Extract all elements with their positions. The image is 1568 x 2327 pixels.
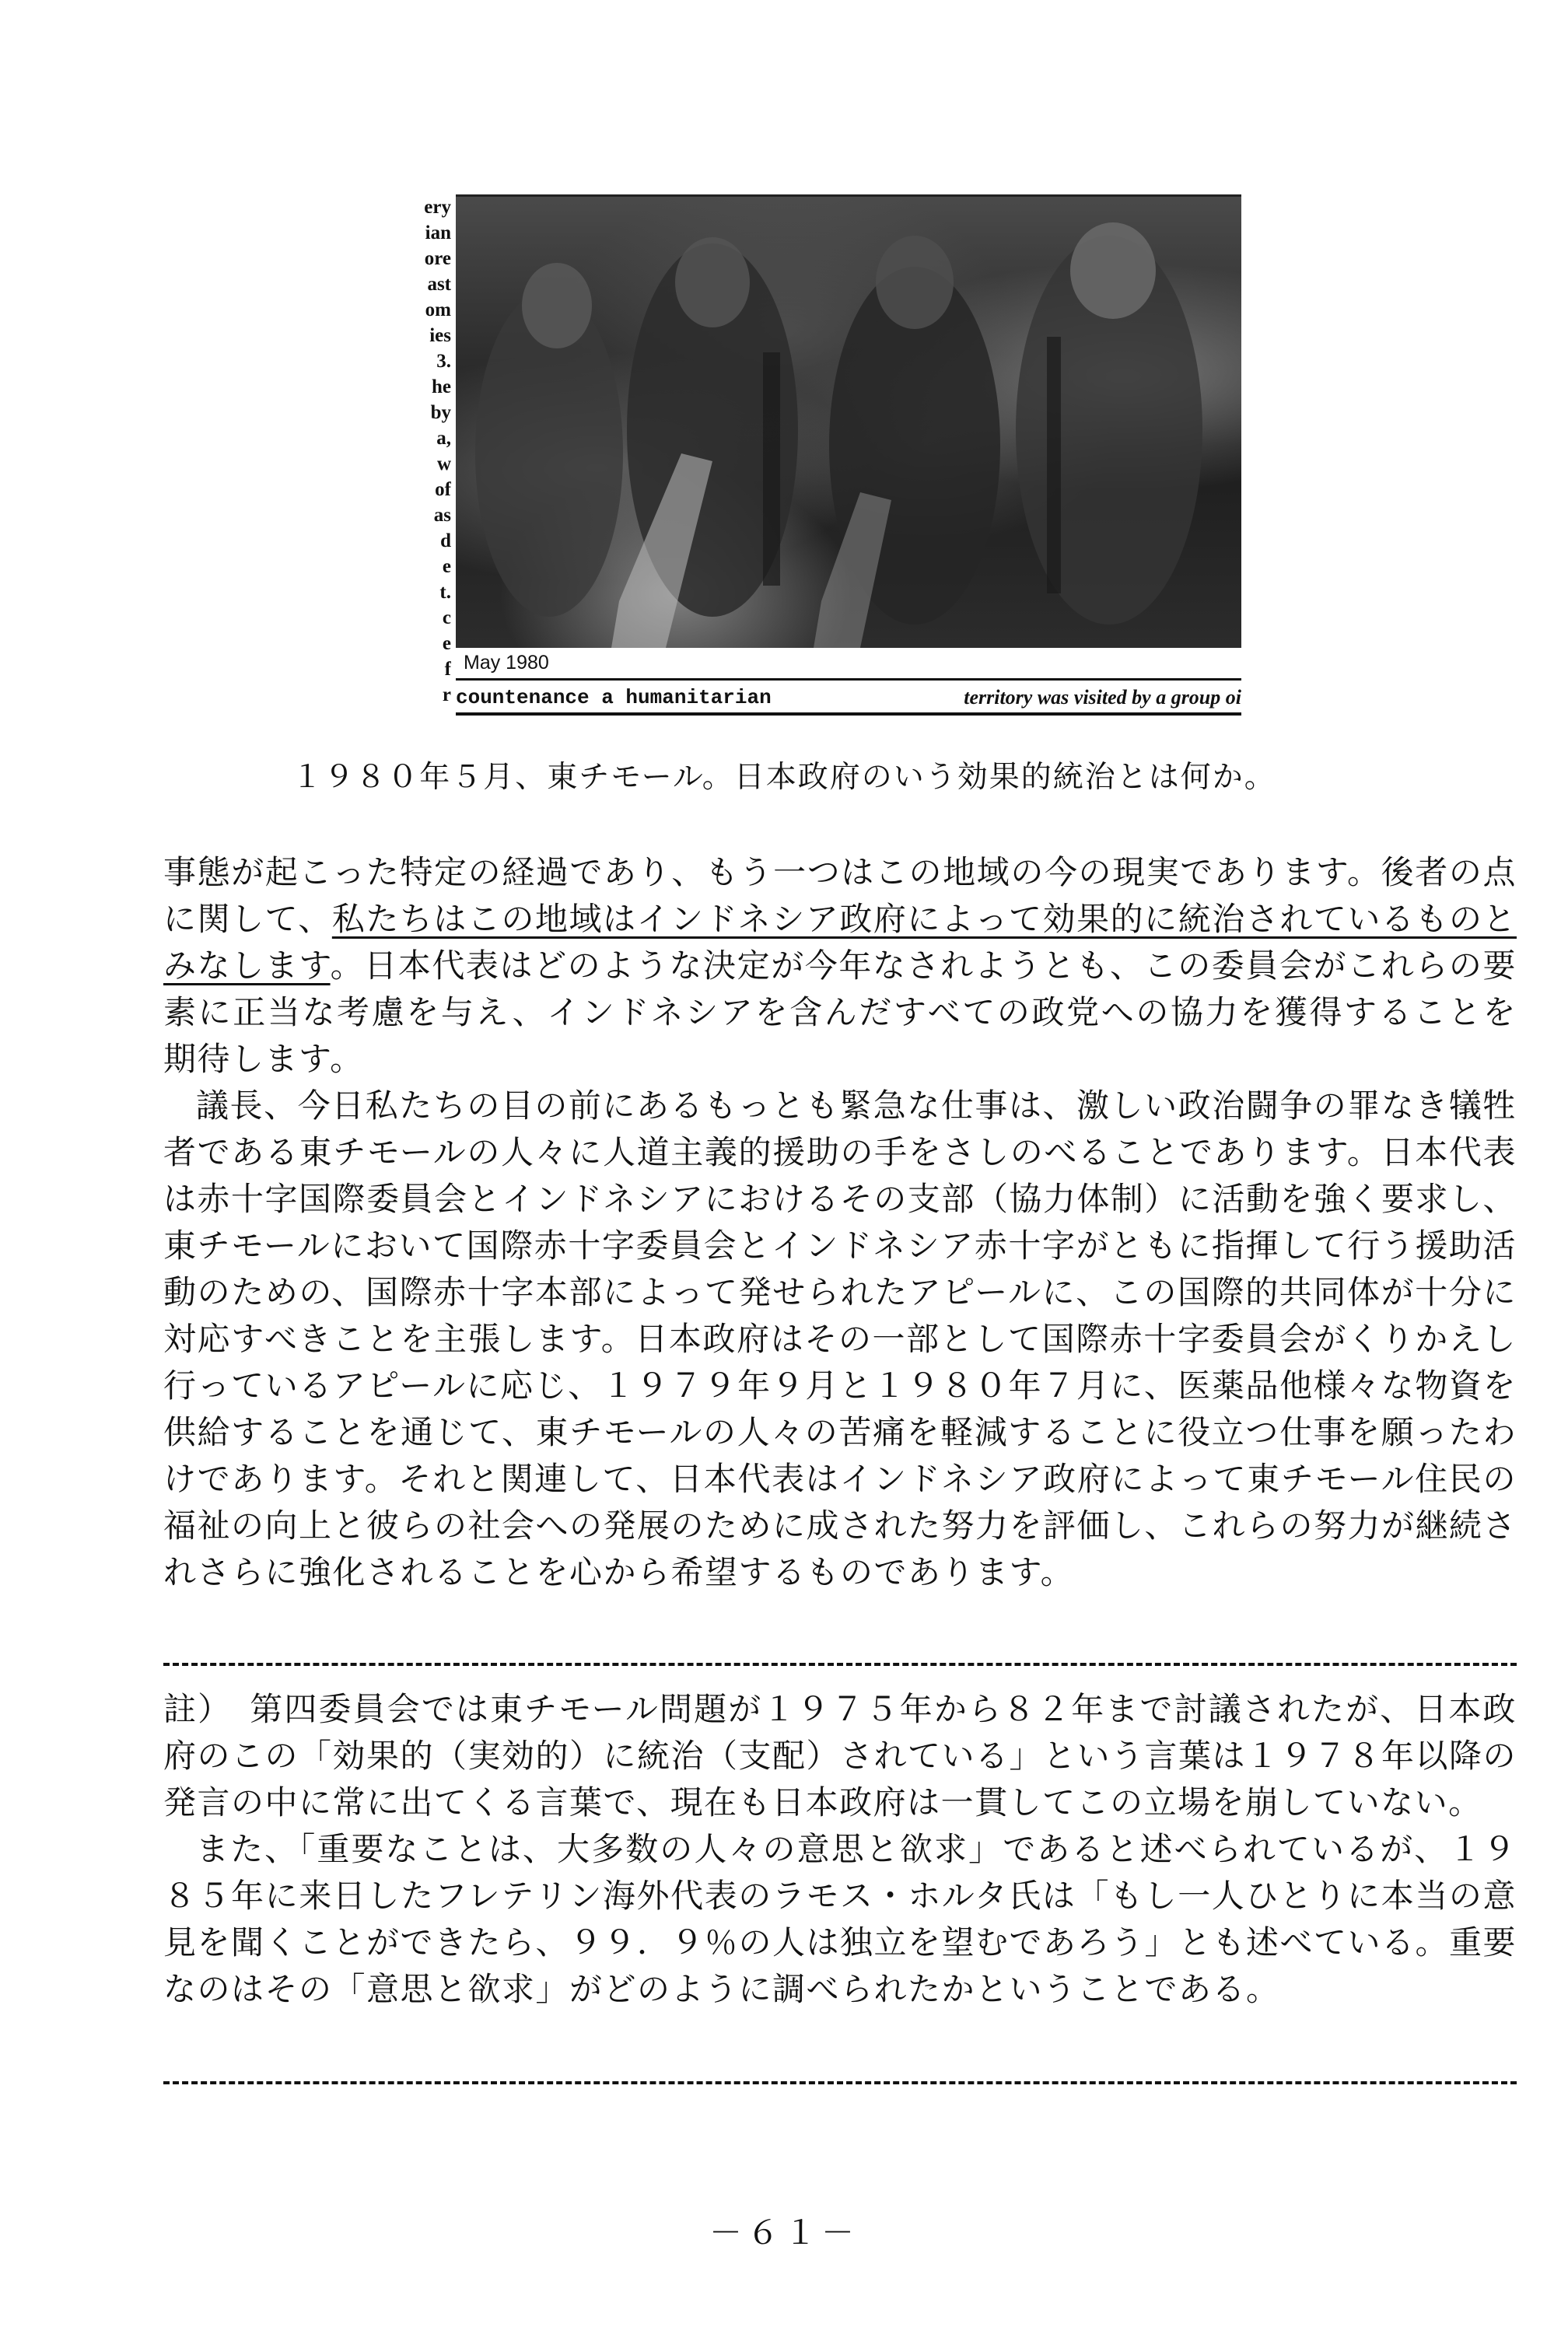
fragment: he bbox=[432, 376, 451, 397]
fragment: w bbox=[436, 453, 451, 474]
notes-section bbox=[163, 1686, 1517, 2013]
paragraph-1-start: 事態が起こった特定の経過であり、もう一つはこの地域の今の現実であります。後者の点に関して、 bbox=[163, 853, 1517, 938]
paragraph-1 bbox=[163, 849, 1517, 1083]
fragment: ery bbox=[424, 197, 451, 218]
clipping-column-fragments bbox=[404, 194, 451, 708]
fragment: d bbox=[440, 530, 451, 551]
dashed-separator-bottom bbox=[163, 2081, 1517, 2084]
clipping-bottom-rule bbox=[456, 712, 1241, 716]
fragment: of bbox=[435, 479, 451, 500]
fragment: ore bbox=[424, 248, 451, 269]
fragment: t. bbox=[439, 582, 451, 603]
clipping-rule bbox=[456, 678, 1241, 681]
clipping-text-strip bbox=[456, 686, 1241, 709]
halftone-photo bbox=[456, 194, 1241, 648]
fragment: by bbox=[430, 402, 451, 423]
clipping-text-right: territory was visited by a group oi bbox=[964, 686, 1241, 709]
fragment: c bbox=[442, 607, 451, 628]
fragment: a, bbox=[436, 428, 451, 449]
photo-date: May 1980 bbox=[460, 652, 552, 674]
paragraph-2: 議長、今日私たちの目の前にあるもっとも緊急な仕事は、激しい政治闘争の罪なき犠牲者である東チモールの人々に人道主義的援助の手をさしのべることであります。日本代表は赤十字国際委員会とインドネシアにおけるその支部（協力体制）に活動を強く要求し、東チモールにおいて国際赤十字委員会とインドネシア赤十字がともに指揮して行う援助活動のための、国際赤十字本部によって発せられたアピールに、この国際的共同体が十分に対応すべきことを主張します。日本政府はその一部として国際赤十字委員会がくりかえし行っているアピールに応じ、１９７９年９月と１９８０年７月に、医薬品他様々な物資を供給することを通じて、東チモールの人々の苦痛を軽減することに役立つ仕事を願ったわけであります。それと関連して、日本代表はインドネシア政府によって東チモール住民の福祉の向上と彼らの社会への発展のために成された努力を評価し、これらの努力が継続されさらに強化されることを心から希望するものであります。 bbox=[163, 1087, 1517, 1591]
fragment: ies bbox=[429, 325, 451, 346]
clipping-text-left: countenance a humanitarian bbox=[456, 686, 772, 709]
note-2: また、「重要なことは、大多数の人々の意思と欲求」であると述べられているが、１９８５年に来日したフレテリン海外代表のラモス・ホルタ氏は「もし一人ひとりに本当の意見を聞くことができたら、９９．９％の人は独立を望むであろう」とも述べている。重要なのはその「意思と欲求」がどのように調べられたかということである。 bbox=[163, 1830, 1517, 2008]
photo-caption: １９８０年５月、東チモール。日本政府のいう効果的統治とは何か。 bbox=[292, 760, 1276, 795]
fragment: f bbox=[444, 659, 451, 680]
page-number: －６１－ bbox=[709, 2213, 859, 2252]
dashed-separator-top bbox=[163, 1663, 1517, 1666]
body-text bbox=[163, 849, 1517, 1596]
paragraph-1-end: 。日本代表はどのような決定が今年なされようとも、この委員会がこれらの要素に正当な考慮を与え、インドネシアを含んだすべての政党への協力を獲得することを期待します。 bbox=[163, 947, 1517, 1078]
fragment: as bbox=[433, 505, 451, 526]
fragment: ast bbox=[427, 274, 451, 295]
fragment: ian bbox=[425, 222, 451, 243]
fragment: 3. bbox=[436, 351, 451, 372]
fragment: om bbox=[425, 299, 451, 320]
photo-figures bbox=[456, 197, 1241, 648]
fragment: r bbox=[442, 684, 451, 705]
note-1: 註） 第四委員会では東チモール問題が１９７５年から８２年まで討議されたが、日本政府のこの「効果的（実効的）に統治（支配）されている」という言葉は１９７８年以降の発言の中に常に出てくる言葉で、現在も日本政府は一貫してこの立場を崩していない。 bbox=[163, 1690, 1517, 1821]
underlined-statement: 私たちはこの地域はインドネシア政府によって効果的に統治されているものとみなします bbox=[163, 900, 1517, 985]
fragment: e bbox=[442, 633, 451, 654]
newspaper-clipping bbox=[404, 187, 1252, 716]
fragment: e bbox=[442, 556, 451, 577]
